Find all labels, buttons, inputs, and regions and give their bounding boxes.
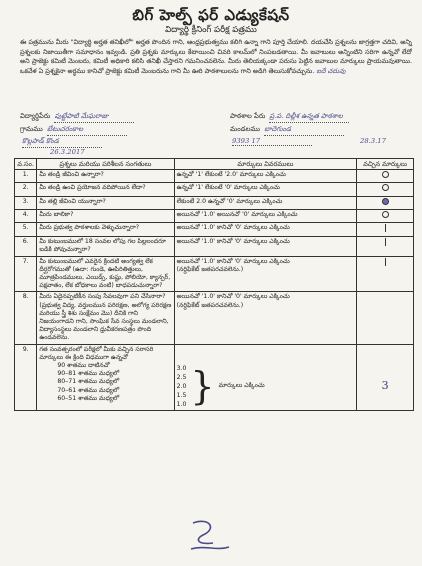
brace-icon: } <box>190 364 215 409</box>
row-options-note: (నర్ధిఫికేట్ జతపరచవలెను.) <box>176 265 244 273</box>
row-options <box>174 256 357 292</box>
row-options-note: (నర్ధిఫికేట్ జతపరచవలెను.) <box>176 301 244 309</box>
tick-mark-icon <box>385 224 386 232</box>
row-number: 4. <box>15 209 37 222</box>
circle-mark-icon <box>382 211 389 218</box>
row-number: 7. <box>15 256 37 292</box>
scale-values <box>177 364 187 409</box>
table-row <box>15 256 414 292</box>
row-question: మీ తండ్రి ఉంచి ప్రయోజన వదిపోయిన లేదా? <box>37 183 174 196</box>
student-name-label: విద్యార్థిపేరు <box>20 112 51 120</box>
mandal-label: మండలము <box>230 125 261 133</box>
school-name-label: పాఠశాల పేరు <box>230 112 266 120</box>
circle-mark-icon <box>382 171 389 178</box>
scale-label: మార్కులు ఎక్కించు <box>218 382 265 390</box>
screening-table <box>14 158 414 411</box>
tick-mark-icon <box>385 238 386 246</box>
grade-item: 90 శాతము దాటినచో <box>57 362 110 370</box>
table-row <box>15 183 414 196</box>
header-options: మార్కులు వివరములు <box>174 159 357 170</box>
student-name-field <box>20 112 134 123</box>
row-marks <box>357 196 414 209</box>
row-question: మీ తల్లి జీవించి యున్నారా? <box>37 196 174 209</box>
row-question: మీరు ఏదైనప్పటికీన సంపు సేవలవుగా పని చేసినారా? (ప్రభుత్వ విద్య, వర్తులమున పరిరక్షణ, అలోగ్య పరిరక్షణ మరియు స్త్రీ శిశు సంక్షేమం మొ) దీనికి గాని నిజయంగాడని గాని, సాంఘిక సేవ సంస్థలు మండలాని, విద్యాసంస్థలు మండలాని ధ్రువీకరణపత్రం పొంది ఉండవలెను. <box>37 292 174 344</box>
marks-scale <box>177 364 355 409</box>
row-question-text: గత సంవత్సరంలో పరీక్షలో మీకు వచ్చిన సరాసరి మార్కులు ఈ క్రింది విధముగా ఉన్నచో <box>39 345 154 361</box>
date-field <box>50 148 85 156</box>
handwritten-note: ఐదే చదువు <box>316 66 346 75</box>
row-question: మీరు ప్రభుత్వ పాఠశాలకు వెళ్ళుచున్నారా? <box>37 223 174 237</box>
grade-item: 90–81 శాతము మధ్యలో <box>57 370 120 378</box>
row-number: 6. <box>15 237 37 256</box>
page-title: బిగ్ హెల్ప్ ఫర్ ఎడ్యుకేషన్ <box>132 6 290 24</box>
page-subtitle: విద్యార్థి క్రీనింగ్ పరీక్ష పత్రము <box>165 25 257 35</box>
row-question <box>37 344 174 410</box>
school-name-field <box>230 112 349 123</box>
intro-text: ఈ పత్రమును మీరు "విద్యార్థి అర్హత తనిఖీలో" అర్హత పొందిన గాని, ఆంధ్రప్రభుత్వము కలిగి ఉన్నా గాని పూర్తి చేయాలి. దయచేసి ప్రశ్నలను జాగ్రత్తగా చదివి, అన్ని ప్రశ్నలకు నిజాయితీగా సమాధానం ఇవ్వండి. ప్రతి ప్రశ్నకు మార్కులు కేటాయించి చివరి కాలమ్‌లో నింపబడతాయి. మీ జవాబులు అన్నింటిని సరిగా ఉన్నవో లేదో అని ప్రాజెక్టు కమిటీ మెంబరు, కమిటీ అధికారి కలిసి తనిఖీ చేస్తారని గమనించవలెను. మీరు తెలియక్కండా పరుసు పెట్టిన జవాబుల మార్కులు ప్రాయమవుతాయి. ఒకవేళ ఏ ప్రశ్నకైనా అర్థము కానిచో ప్రాజెక్టు కమిటీ మెంబరును గాని మీ ఊరి పాఠశాలులను గాని అడిగి తెలుసుకోవచ్చును. <box>20 38 412 75</box>
mandal-field <box>230 125 344 136</box>
row-number: 8. <box>15 292 37 344</box>
mandal-value: బాదెగుండ <box>264 125 344 136</box>
phone-value: 9393 17 <box>232 137 312 146</box>
phone-field <box>230 137 312 146</box>
row-options-text: అయినచో '1.0' కానిచో '0' మార్కులు ఎక్కించు <box>176 293 290 301</box>
row-options: అయినచో '1.0' కానిచో '0' మార్కులు ఎక్కించు <box>174 223 357 237</box>
scale-value: 2.5 <box>176 373 187 381</box>
row-marks <box>357 256 414 292</box>
row-marks <box>357 170 414 183</box>
village-value: బేటుచరంకాల <box>47 125 127 136</box>
row-options: అయినచో '1.0' కానిచో '0' మార్కులు ఎక్కించు <box>174 237 357 256</box>
row-question: మీ కుటుంబములో 18 సంవల లోపు గల పిల్లలందరూ బడికి పోవుచున్నారా? <box>37 237 174 256</box>
row-marks <box>357 209 414 222</box>
table-header-row <box>15 159 414 170</box>
grade-item: 70–61 శాతము మధ్యలో <box>57 386 120 394</box>
row-question: మీరు బాలికా? <box>37 209 174 222</box>
circle-mark-icon <box>382 184 389 191</box>
row-number: 9. <box>15 344 37 410</box>
row-question: మీ తండ్రి జీవించి ఉన్నారా? <box>37 170 174 183</box>
date-value-2: 28.3.17 <box>360 137 386 145</box>
row-number: 5. <box>15 223 37 237</box>
intro-paragraph <box>20 38 412 76</box>
header-question: ప్రశ్నలు మరియు పరిశీలన సంగతులు <box>37 159 174 170</box>
school-name-value: ప్ర.ప. దిల్లీశ ఉన్నత పాఠశాల <box>269 112 349 123</box>
date-field-2 <box>360 137 386 145</box>
scale-value: 2.0 <box>176 382 187 390</box>
row-options: ఉన్నచో '1' లేకుంటే '0' మార్కులు ఎక్కించు <box>174 183 357 196</box>
row-number: 2. <box>15 183 37 196</box>
village-field <box>20 125 127 136</box>
row-options-text: అయినచో '1.0' కానిచో '0' మార్కులు ఎక్కించు <box>176 257 290 265</box>
date-value: 26.3.2017 <box>50 148 85 156</box>
row-options: అయినచో '1.0' అయినచో '0' మార్కులు ఎక్కించు <box>174 209 357 222</box>
scale-value: 1.0 <box>176 400 187 408</box>
score-value: 3 <box>381 378 389 392</box>
table-row <box>15 237 414 256</box>
row-marks <box>357 237 414 256</box>
row-options <box>174 344 357 410</box>
table-row <box>15 292 414 344</box>
tick-mark-icon <box>385 258 386 266</box>
header-num: వ.సం. <box>15 159 37 170</box>
grade-item: 80–71 శాతము మధ్యలో <box>57 378 120 386</box>
address-value: కొల్లపాడ్ కొండ <box>22 137 102 148</box>
row-marks <box>357 183 414 196</box>
row-options: ఉన్నచో '1' లేకుంటే '2.0' మార్కులు ఎక్కించు <box>174 170 357 183</box>
header-marks: వచ్చిన మార్కులు <box>357 159 414 170</box>
row-number: 1. <box>15 170 37 183</box>
table-row <box>15 196 414 209</box>
address-field <box>20 137 102 148</box>
grade-item: 60–51 శాతము మధ్యలో <box>57 394 120 402</box>
village-label: గ్రామము <box>20 125 43 133</box>
scale-value: 1.5 <box>176 391 187 399</box>
student-name-value: పుట్టేపాటి మేఘరాజు <box>54 112 134 123</box>
scale-value: 3.0 <box>176 364 187 372</box>
row-marks <box>357 344 414 410</box>
row-marks <box>357 292 414 344</box>
table-row <box>15 170 414 183</box>
row-question: మీ కుటుంబములో ఎవరైన క్రిందటి అంగ్యత్వ లేక దీర్ఘరోగముతో (ఉదా: గుండె, ఊపిరితిత్తులు, మూత్రపిండములు, ఎయిడ్స్, కుష్టు, పోలియో, క్యాన్సర్, పక్షవాతం, లేక బోధకాలు వంటి) బాధపడుచున్నారా? <box>37 256 174 292</box>
signature-scribble <box>185 515 235 555</box>
table-row <box>15 344 414 410</box>
row-marks <box>357 223 414 237</box>
row-number: 3. <box>15 196 37 209</box>
table-row <box>15 223 414 237</box>
table-row <box>15 209 414 222</box>
row-options: లేకుంటే 2.0 ఉన్నచో '0' మార్కులు ఎక్కించు <box>174 196 357 209</box>
filled-circle-mark-icon <box>382 198 389 205</box>
row-options <box>174 292 357 344</box>
